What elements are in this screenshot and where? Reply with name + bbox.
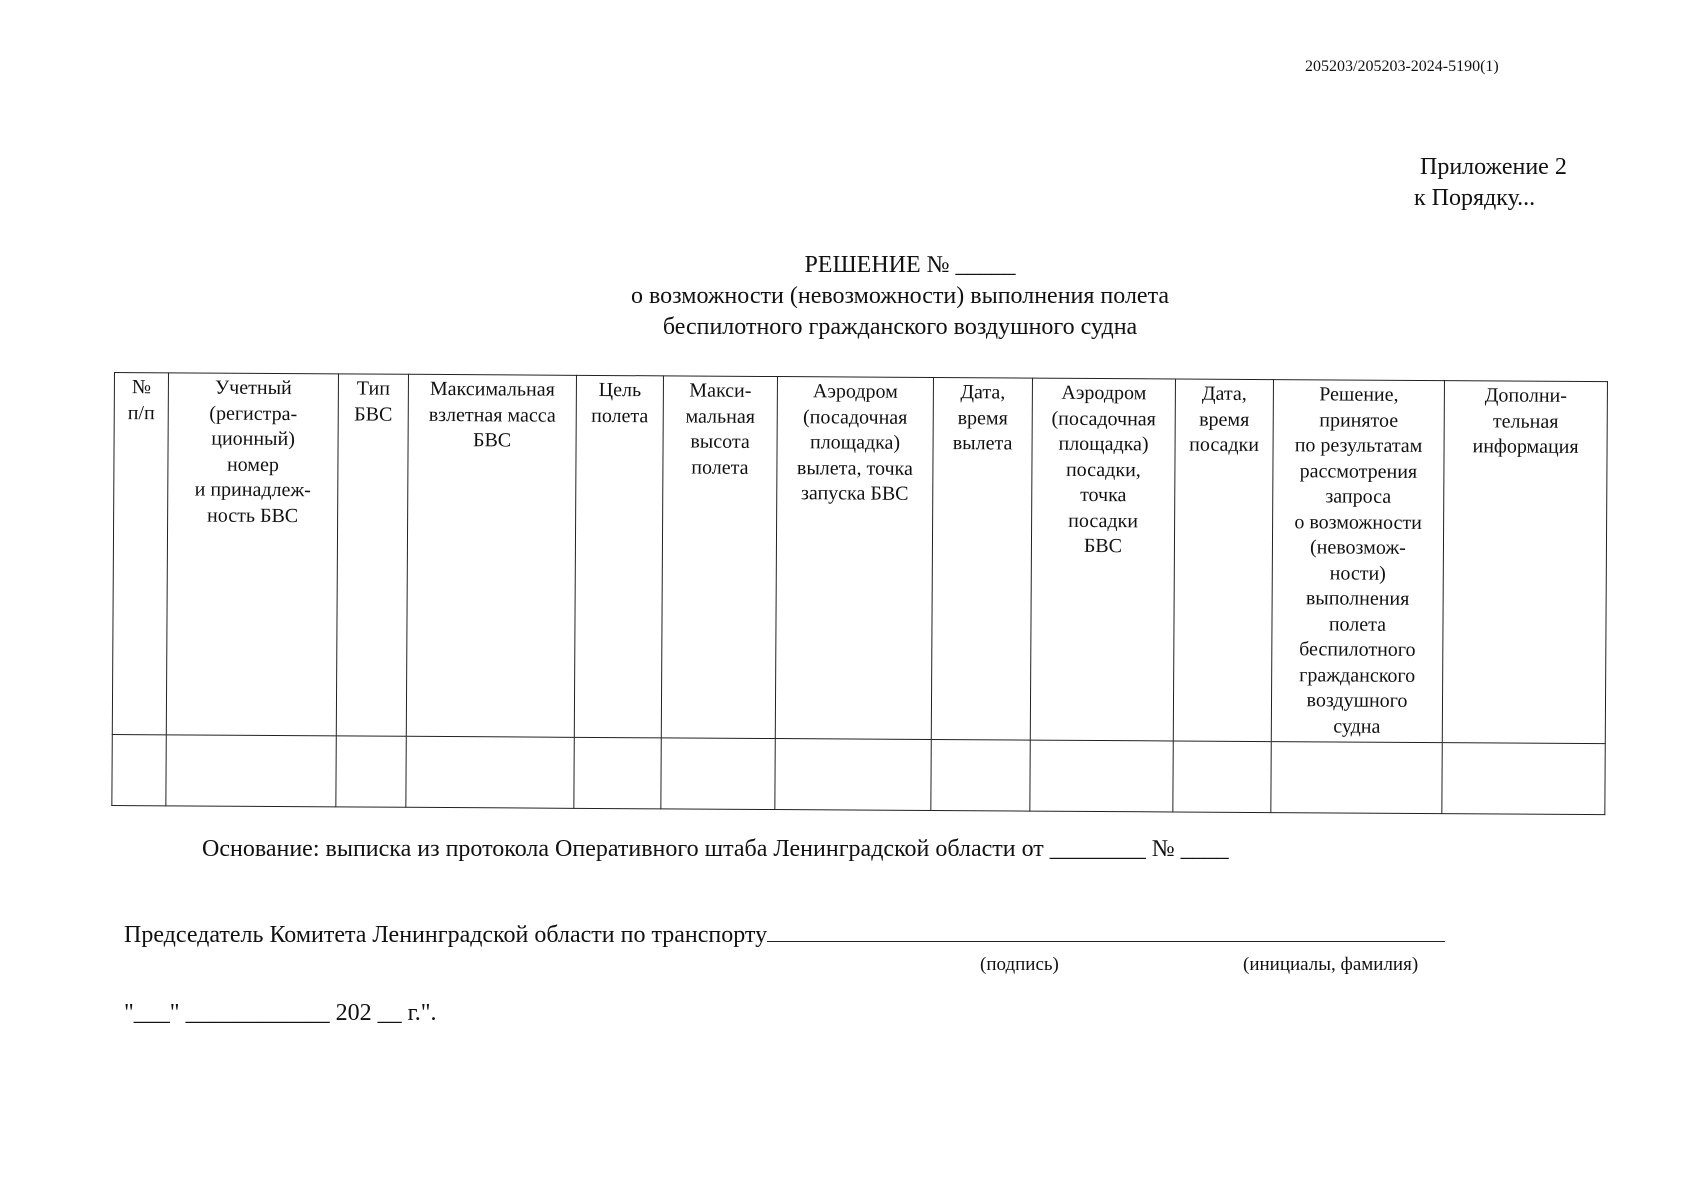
column-header-label: № п/п [127, 376, 155, 424]
column-header-label: Дата, время вылета [952, 381, 1013, 455]
column-header-max-altitude [661, 376, 777, 739]
column-header-label: Цель полета [591, 378, 649, 427]
column-header-landing-aerodrome [1030, 378, 1175, 741]
column-header-landing-time [1173, 379, 1273, 742]
column-header-label: Тип БВС [354, 377, 393, 426]
table-cell [336, 736, 406, 807]
appendix-line-1: Приложение 2 [1420, 154, 1567, 180]
column-header-label: Максимальная взлетная масса БВС [428, 377, 556, 452]
column-header-departure-time [931, 378, 1032, 741]
table-cell [1442, 743, 1605, 815]
decision-title-line-1: РЕШЕНИЕ № _____ [804, 252, 1016, 278]
decision-title-line-3: беспилотного гражданского воздушного судна [662, 314, 1138, 340]
table-cell [166, 735, 336, 807]
signature-caption: (подпись) [980, 954, 1059, 975]
decision-title-line-2: о возможности (невозможности) выполнения полета [630, 283, 1170, 309]
table-cell [1173, 741, 1271, 813]
column-header-label: Учетный (регистра- ционный) номер и принадлеж- ность БВС [194, 376, 311, 527]
signature-blank-line [767, 919, 1445, 942]
document-number: 205203/205203-2024-5190(1) [1305, 58, 1499, 75]
table-cell [112, 734, 166, 805]
table-cell [1030, 740, 1173, 812]
column-header-purpose [574, 375, 663, 738]
basis-statement: Основание: выписка из протокола Оперативного штаба Ленинградской области от ________ № ____ [202, 836, 1229, 862]
decision-form-table [111, 372, 1608, 815]
table-row [112, 734, 1605, 814]
table-cell [1271, 742, 1442, 814]
column-header-label: Дата, время посадки [1189, 382, 1260, 456]
date-line: "___" ____________ 202 __ г.". [124, 1000, 437, 1026]
column-header-type [336, 374, 408, 736]
table-cell [931, 739, 1030, 811]
column-header-additional-info [1442, 381, 1607, 744]
table-cell [406, 736, 574, 808]
column-header-label: Макси- мальная высота полета [685, 379, 756, 479]
column-header-registration [166, 373, 338, 736]
column-header-max-mass [406, 374, 576, 737]
column-header-label: Дополни- тельная информация [1472, 384, 1579, 458]
column-header-label: Аэродром (посадочная площадка) вылета, точка запуска БВС [796, 380, 913, 505]
column-header-decision [1271, 380, 1444, 743]
table-cell [775, 739, 931, 811]
name-caption: (инициалы, фамилия) [1243, 954, 1419, 975]
column-header-departure-aerodrome [775, 377, 933, 740]
chairman-signature-line [124, 919, 1524, 949]
table-header-row [112, 373, 1607, 744]
table-cell [661, 738, 775, 810]
appendix-reference [1380, 152, 1610, 214]
column-header-label: Аэродром (посадочная площадка) посадки, точка посадки БВС [1051, 381, 1156, 558]
column-header-number [112, 373, 168, 735]
appendix-line-2: к Порядку... [1414, 185, 1536, 211]
column-header-label: Решение, принятое по результатам рассмотрения запроса о возможности (невозмож- ности) выполнения полета беспилотного гражданского воздушного судна [1294, 383, 1423, 738]
decision-title [500, 250, 1300, 343]
chairman-title: Председатель Комитета Ленинградской области по транспорту [124, 922, 768, 948]
table-cell [574, 737, 661, 809]
